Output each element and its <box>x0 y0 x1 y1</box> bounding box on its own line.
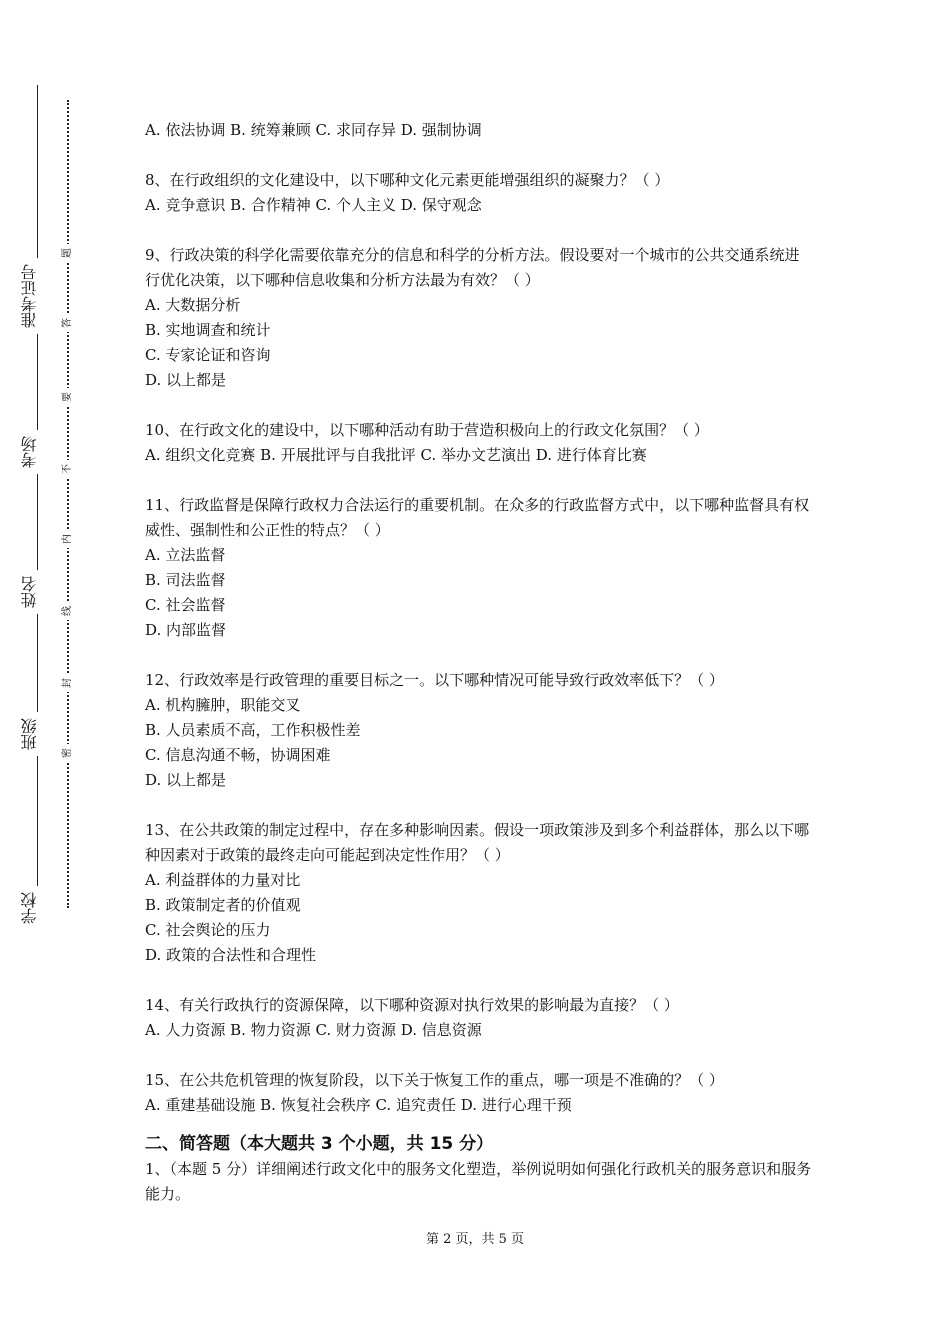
option-b: B. 政策制定者的价值观 <box>145 896 301 914</box>
option-c: C. 专家论证和咨询 <box>145 346 271 364</box>
question-stem: 12、行政效率是行政管理的重要目标之一。以下哪种情况可能导致行政效率低下？（ ） <box>145 671 724 689</box>
option-d: D. 以上都是 <box>145 771 227 789</box>
question-9 <box>145 243 813 393</box>
short-answer-question-1: 1、（本题 5 分）详细阐述行政文化中的服务文化塑造，举例说明如何强化行政机关的服务意识和服务能力。 <box>145 1160 812 1203</box>
seal-char: 答 <box>59 314 77 332</box>
option-line: A. 重建基础设施 B. 恢复社会秩序 C. 追究责任 D. 进行心理干预 <box>145 1096 572 1114</box>
binding-margin <box>0 0 120 1344</box>
option-line: A. 组织文化竞赛 B. 开展批评与自我批评 C. 举办文艺演出 D. 进行体育比赛 <box>145 446 647 464</box>
question-stem: 14、有关行政执行的资源保障，以下哪种资源对执行效果的影响最为直接？（ ） <box>145 996 679 1014</box>
seal-char: 不 <box>59 460 77 478</box>
school-label: 学校 <box>22 886 52 930</box>
page-footer: 第 2 页，共 5 页 <box>425 1232 525 1247</box>
option-a: A. 机构臃肿，职能交叉 <box>145 696 301 714</box>
option-line: A. 依法协调 B. 统筹兼顾 C. 求同存异 D. 强制协调 <box>145 121 482 139</box>
option-c: C. 社会舆论的压力 <box>145 921 271 939</box>
option-a: A. 立法监督 <box>145 546 226 564</box>
seal-char: 内 <box>59 530 77 548</box>
question-8 <box>145 168 813 218</box>
option-b: B. 人员素质不高，工作积极性差 <box>145 721 361 739</box>
name-label: 姓名 <box>22 570 52 614</box>
question-13 <box>145 818 813 968</box>
option-a: A. 利益群体的力量对比 <box>145 871 301 889</box>
question-10 <box>145 418 813 468</box>
seal-char: 题 <box>59 244 77 262</box>
question-stem: 15、在公共危机管理的恢复阶段，以下关于恢复工作的重点，哪一项是不准确的？（ ） <box>145 1071 724 1089</box>
question-14 <box>145 993 813 1043</box>
question-15 <box>145 1068 813 1118</box>
option-b: B. 司法监督 <box>145 571 226 589</box>
class-label: 班级 <box>22 712 52 756</box>
question-stem: 9、行政决策的科学化需要依靠充分的信息和科学的分析方法。假设要对一个城市的公共交通系统进行优化决策，以下哪种信息收集和分析方法最为有效？（ ） <box>145 246 800 289</box>
option-line: A. 竞争意识 B. 合作精神 C. 个人主义 D. 保守观念 <box>145 196 482 214</box>
binding-dotted-line <box>67 100 69 908</box>
question-stem: 11、行政监督是保障行政权力合法运行的重要机制。在众多的行政监督方式中，以下哪种监督具有权威性、强制性和公正性的特点？（ ） <box>145 496 810 539</box>
section-2-title: 二、简答题（本大题共 3 个小题，共 15 分） <box>145 1134 494 1154</box>
seal-char: 封 <box>59 674 77 692</box>
exam-content <box>145 118 813 1207</box>
question-stem: 13、在公共政策的制定过程中，存在多种影响因素。假设一项政策涉及到多个利益群体，那么以下哪种因素对于政策的最终走向可能起到决定性作用？（ ） <box>145 821 810 864</box>
seal-char: 线 <box>59 602 77 620</box>
question-12 <box>145 668 813 793</box>
binding-solid-line <box>37 85 38 925</box>
seal-char: 要 <box>59 388 77 406</box>
option-a: A. 大数据分析 <box>145 296 241 314</box>
option-c: C. 信息沟通不畅，协调困难 <box>145 746 331 764</box>
option-c: C. 社会监督 <box>145 596 226 614</box>
question-11 <box>145 493 813 643</box>
question-stem: 10、在行政文化的建设中，以下哪种活动有助于营造积极向上的行政文化氛围？（ ） <box>145 421 709 439</box>
option-d: D. 政策的合法性和合理性 <box>145 946 317 964</box>
exam-room-label: 考场 <box>22 430 52 474</box>
option-b: B. 实地调查和统计 <box>145 321 271 339</box>
option-d: D. 以上都是 <box>145 371 227 389</box>
exam-number-label: 准考证号 <box>22 258 52 334</box>
question-7-options <box>145 118 813 143</box>
option-d: D. 内部监督 <box>145 621 227 639</box>
question-stem: 8、在行政组织的文化建设中，以下哪种文化元素更能增强组织的凝聚力？（ ） <box>145 171 670 189</box>
option-line: A. 人力资源 B. 物力资源 C. 财力资源 D. 信息资源 <box>145 1021 482 1039</box>
seal-char: 密 <box>59 744 77 762</box>
